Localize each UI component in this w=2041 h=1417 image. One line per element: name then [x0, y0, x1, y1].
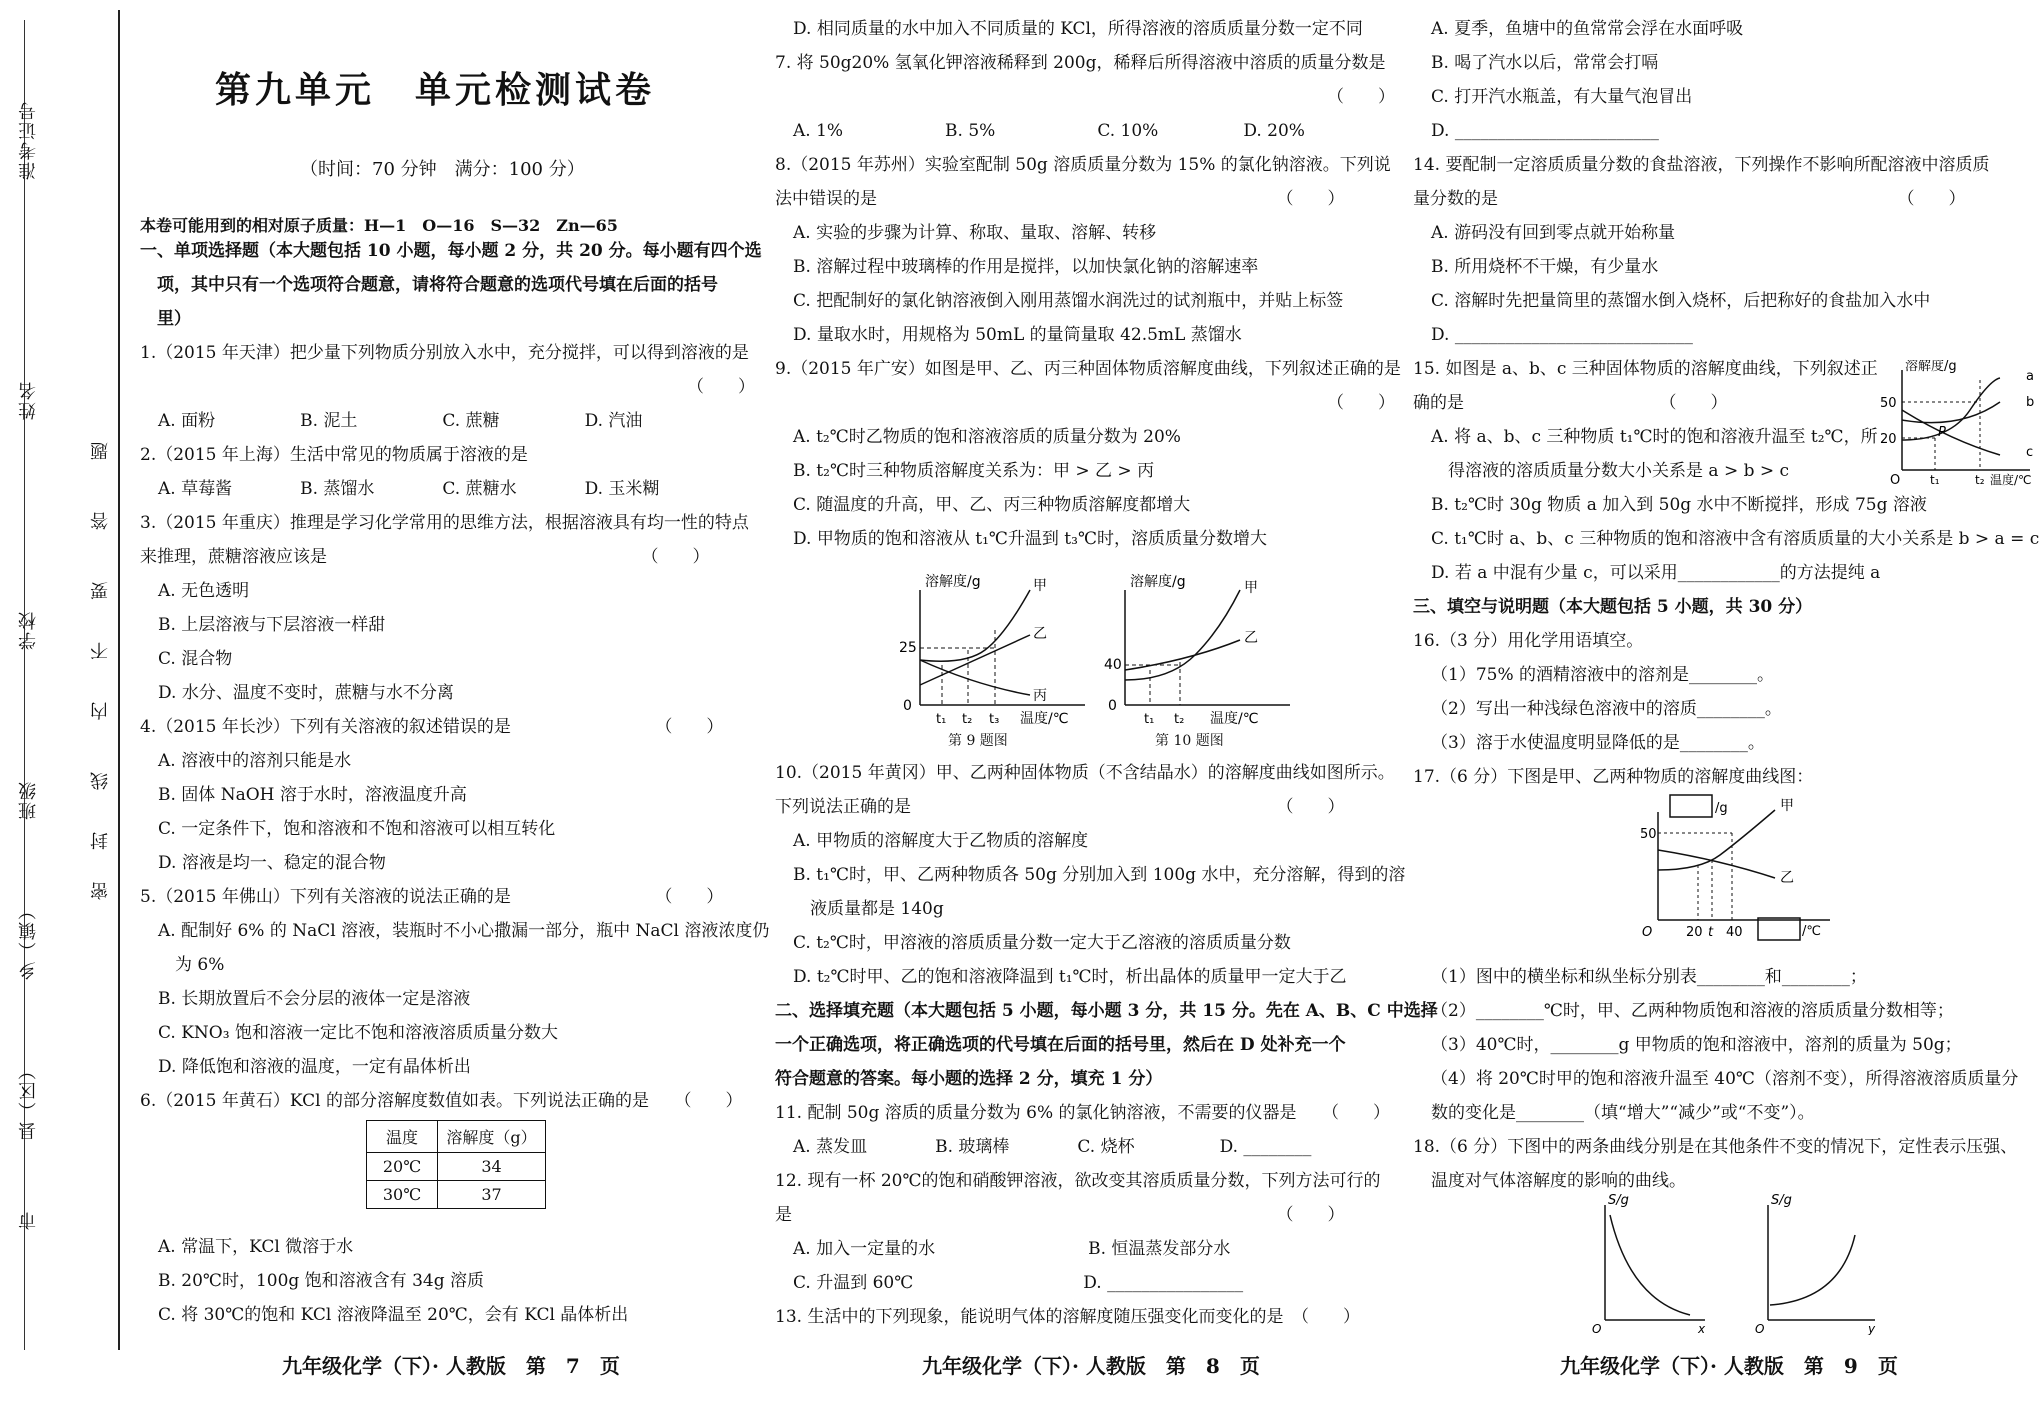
- seal-line-char: 题: [90, 440, 111, 460]
- origin-label: O: [1592, 1322, 1602, 1335]
- origin-label: O: [1755, 1322, 1765, 1335]
- question-line: D. ____________________________: [1431, 325, 1693, 345]
- question-line: 下列说法正确的是 （ ）: [775, 797, 1345, 817]
- y-tick-label: 20: [1880, 432, 1897, 447]
- question-line: D. 水分、温度不变时，蔗糖与水不分离: [158, 683, 454, 703]
- x-tick-label: t₁: [1930, 473, 1940, 487]
- question-line: A. 常温下，KCl 微溶于水: [158, 1237, 354, 1257]
- series-label-b: b: [2026, 395, 2035, 410]
- seal-line-char: 不: [90, 640, 111, 660]
- question-line: C. 混合物: [158, 649, 233, 669]
- question-line: 法中错误的是 （ ）: [775, 189, 1345, 209]
- question-line: （ ）: [1327, 393, 1395, 413]
- question-line: 3.（2015 年重庆）推理是学习化学常用的思维方法，根据溶液具有均一性的特点: [140, 513, 749, 533]
- question-line: 1.（2015 年天津）把少量下列物质分别放入水中，充分搅拌，可以得到溶液的是: [140, 343, 749, 363]
- x-axis-label: x: [1698, 1322, 1706, 1335]
- figure-q17: [1640, 790, 1850, 950]
- figure-caption-q10: 第 10 题图: [1155, 733, 1224, 749]
- origin-label: 0: [1108, 698, 1117, 714]
- exam-duration: （时间：70 分钟 满分：100 分）: [300, 159, 585, 180]
- question-line: （4）将 20℃时甲的饱和溶液升温至 40℃（溶剂不变），所得溶液溶质质量分: [1431, 1069, 2019, 1089]
- page-title: 第九单元 单元检测试卷: [215, 69, 656, 111]
- table-header-cell: 溶解度（g）: [438, 1121, 546, 1153]
- question-line: 18.（6 分）下图中的两条曲线分别是在其他条件不变的情况下，定性表示压强、: [1413, 1137, 2018, 1157]
- sidebar-field-label: 班级: [18, 780, 39, 820]
- origin-label: 0: [903, 698, 912, 714]
- question-line: C. t₁℃时 a、b、c 三种物质的饱和溶液中含有溶质质量的大小关系是 b > a = c: [1431, 529, 2040, 549]
- question-line: A. 面粉 B. 泥土 C. 蔗糖 D. 汽油: [158, 411, 643, 431]
- y-tick-label: 50: [1880, 396, 1897, 411]
- y-axis-label: S/g: [1771, 1193, 1792, 1208]
- origin-label: O: [1890, 473, 1901, 488]
- seal-line-char: 答: [90, 510, 111, 530]
- question-line: （2）________℃时，甲、乙两种物质饱和溶液的溶质质量分数相等；: [1431, 1001, 1954, 1021]
- seal-line-char: 要: [90, 580, 111, 600]
- series-label-jia: 甲: [1244, 580, 1258, 596]
- section-heading: 里）: [140, 309, 191, 329]
- question-line: （ ）: [1327, 87, 1395, 107]
- question-line: 液质量都是 140g: [793, 899, 944, 919]
- question-line: B. 20℃时，100g 饱和溶液含有 34g 溶质: [158, 1271, 485, 1291]
- question-line: B. t₂℃时三种物质溶解度关系为：甲 > 乙 > 丙: [793, 461, 1155, 481]
- question-line: A. 实验的步骤为计算、称取、量取、溶解、转移: [793, 223, 1157, 243]
- x-tick-label: t₁: [936, 712, 947, 727]
- question-line: 15. 如图是 a、b、c 三种固体物质的溶解度曲线，下列叙述正: [1413, 359, 1878, 379]
- question-line: 数的变化是________（填“增大”“减少”或“不变”）。: [1431, 1103, 1815, 1123]
- y-unit-label: /g: [1715, 801, 1728, 816]
- y-tick-label: 40: [1104, 657, 1122, 673]
- seal-line-char: 线: [90, 770, 111, 790]
- table-header-row: [367, 1121, 546, 1153]
- question-line: B. 上层溶液与下层溶液一样甜: [158, 615, 386, 635]
- question-line: C. t₂℃时，甲溶液的溶质质量分数一定大于乙溶液的溶质质量分数: [793, 933, 1291, 953]
- page-footer-7: 九年级化学（下）· 人教版 第 7 页: [282, 1354, 620, 1378]
- sidebar-field-label: 姓名: [18, 380, 39, 420]
- y-axis-label: 溶解度/g: [925, 574, 981, 590]
- question-line: 9.（2015 年广安）如图是甲、乙、丙三种固体物质溶解度曲线，下列叙述正确的是: [775, 359, 1401, 379]
- kcl-solubility-table: [366, 1120, 546, 1209]
- curve-a: [1902, 378, 2000, 440]
- question-line: （3）溶于水使温度明显降低的是________。: [1431, 733, 1765, 753]
- x-axis-blank-box: [1758, 918, 1800, 940]
- x-tick-label: 40: [1726, 925, 1743, 940]
- temperature-curve: [1770, 1235, 1855, 1305]
- sidebar-line: [24, 20, 25, 1350]
- y-tick-label: 50: [1640, 827, 1657, 842]
- question-line: A. 配制好 6% 的 NaCl 溶液，装瓶时不小心撒漏一部分，瓶中 NaCl 溶液浓度仍: [158, 921, 770, 941]
- question-line: （1）图中的横坐标和纵坐标分别表________和________；: [1431, 967, 1867, 987]
- question-line: 7. 将 50g20% 氢氧化钾溶液稀释到 200g，稀释后所得溶液中溶质的质量分数是: [775, 53, 1386, 73]
- binding-line: [118, 10, 120, 1350]
- question-line: 10.（2015 年黄冈）甲、乙两种固体物质（不含结晶水）的溶解度曲线如图所示。: [775, 763, 1395, 783]
- question-line: A. 将 a、b、c 三种物质 t₁℃时的饱和溶液升温至 t₂℃，所: [1431, 427, 1878, 447]
- question-line: C. 升温到 60℃ D. ________________: [793, 1273, 1244, 1293]
- x-tick-label: 20: [1686, 925, 1703, 940]
- sidebar-field-label: 准考证号: [18, 100, 39, 180]
- table-header-cell: 温度: [367, 1121, 438, 1153]
- question-line: B. 溶解过程中玻璃棒的作用是搅拌，以加快氯化钠的溶解速率: [793, 257, 1259, 277]
- question-line: 温度对气体溶解度的影响的曲线。: [1431, 1171, 1686, 1191]
- table-row: [367, 1181, 546, 1209]
- x-tick-label: t₃: [989, 712, 1000, 727]
- question-line: A. 蒸发皿 B. 玻璃棒 C. 烧杯 D. ________: [793, 1137, 1312, 1157]
- question-line: D. 若 a 中混有少量 c，可以采用____________的方法提纯 a: [1431, 563, 1881, 583]
- question-line: B. 喝了汽水以后，常常会打嗝: [1431, 53, 1659, 73]
- question-line: D. 溶液是均一、稳定的混合物: [158, 853, 386, 873]
- question-line: 16.（3 分）用化学用语填空。: [1413, 631, 1644, 651]
- table-cell: 30℃: [367, 1181, 438, 1209]
- series-label-a: a: [2026, 369, 2034, 384]
- table-row: [367, 1153, 546, 1181]
- pressure-curve: [1610, 1215, 1690, 1315]
- question-line: A. 草莓酱 B. 蒸馏水 C. 蔗糖水 D. 玉米糊: [158, 479, 660, 499]
- question-line: 为 6%: [158, 955, 225, 975]
- question-line: D. ________________________: [1431, 121, 1659, 141]
- series-label-jia: 甲: [1033, 578, 1047, 594]
- question-line: C. 打开汽水瓶盖，有大量气泡冒出: [1431, 87, 1693, 107]
- x-axis-label: 温度/℃: [1210, 711, 1259, 727]
- x-tick-label: t₂: [1174, 712, 1185, 727]
- question-line: 量分数的是 （ ）: [1413, 189, 1966, 209]
- curve-yi: [1658, 850, 1775, 878]
- question-line: C. 把配制好的氯化钠溶液倒入刚用蒸馏水润洗过的试剂瓶中，并贴上标签: [793, 291, 1344, 311]
- x-tick-label: t₂: [1975, 473, 1985, 487]
- figure-caption-q9: 第 9 题图: [948, 733, 1008, 749]
- page-footer-8: 九年级化学（下）· 人教版 第 8 页: [922, 1354, 1260, 1378]
- x-axis-label: y: [1868, 1322, 1876, 1335]
- x-axis-label: 温度/℃: [1990, 473, 2032, 487]
- question-line: A. 1% B. 5% C. 10% D. 20%: [793, 121, 1305, 141]
- origin-label: O: [1642, 925, 1653, 940]
- question-line: 17.（6 分）下图是甲、乙两种物质的溶解度曲线图：: [1413, 767, 1814, 787]
- figure-q18: [1580, 1190, 1910, 1335]
- question-line: A. 甲物质的溶解度大于乙物质的溶解度: [793, 831, 1089, 851]
- question-line: （1）75% 的酒精溶液中的溶剂是________。: [1431, 665, 1775, 685]
- question-line: B. t₁℃时，甲、乙两种物质各 50g 分别加入到 100g 水中，充分溶解，得到的溶: [793, 865, 1406, 885]
- y-axis-label: S/g: [1608, 1193, 1629, 1208]
- question-line: C. KNO₃ 饱和溶液一定比不饱和溶液溶质质量分数大: [158, 1023, 558, 1043]
- x-tick-label: t: [1708, 925, 1714, 940]
- atomic-mass-note: 本卷可能用到的相对原子质量：H—1 O—16 S—32 Zn—65: [140, 216, 618, 235]
- seal-line-char: 内: [90, 700, 111, 720]
- question-line: B. t₂℃时 30g 物质 a 加入到 50g 水中不断搅拌，形成 75g 溶液: [1431, 495, 1927, 515]
- sidebar-field-label: 县（区）: [18, 1060, 39, 1140]
- question-line: A. 溶液中的溶剂只能是水: [158, 751, 352, 771]
- question-line: 2.（2015 年上海）生活中常见的物质属于溶液的是: [140, 445, 528, 465]
- question-line: A. 夏季，鱼塘中的鱼常常会浮在水面呼吸: [1431, 19, 1744, 39]
- x-unit-label: /℃: [1802, 924, 1821, 939]
- curve-yi: [920, 635, 1030, 685]
- y-axis-label: 溶解度/g: [1130, 574, 1186, 590]
- table-cell: 34: [438, 1153, 546, 1181]
- series-label-c: c: [2026, 445, 2034, 460]
- table-cell: 20℃: [367, 1153, 438, 1181]
- question-line: （3）40℃时，________g 甲物质的饱和溶液中，溶剂的质量为 50g；: [1431, 1035, 1962, 1055]
- curve-jia: [920, 590, 1030, 661]
- question-line: 6.（2015 年黄石）KCl 的部分溶解度数值如表。下列说法正确的是 （ ）: [140, 1091, 743, 1111]
- y-axis-label: 溶解度/g: [1905, 360, 1957, 374]
- section-heading: 符合题意的答案。每小题的选择 2 分，填充 1 分）: [775, 1069, 1163, 1089]
- question-line: 13. 生活中的下列现象，能说明气体的溶解度随压强变化而变化的是 （ ）: [775, 1307, 1360, 1327]
- question-line: D. 相同质量的水中加入不同质量的 KCl，所得溶液的溶质质量分数一定不同: [793, 19, 1363, 39]
- page-footer-9: 九年级化学（下）· 人教版 第 9 页: [1560, 1354, 1898, 1378]
- y-tick-label: 25: [899, 640, 917, 656]
- table-cell: 37: [438, 1181, 546, 1209]
- sidebar-field-label: 市: [18, 1210, 39, 1230]
- sidebar-field-label: 学校: [18, 610, 39, 650]
- figure-q10: [1100, 570, 1300, 730]
- figure-q15: [1880, 360, 2038, 492]
- section-heading: 三、填空与说明题（本大题包括 5 小题，共 30 分）: [1413, 597, 1813, 617]
- question-line: A. t₂℃时乙物质的饱和溶液溶质的质量分数为 20%: [793, 427, 1181, 447]
- figure-q9: [895, 570, 1090, 730]
- x-tick-label: t₁: [1144, 712, 1155, 727]
- question-line: D. 甲物质的饱和溶液从 t₁℃升温到 t₃℃时，溶质质量分数增大: [793, 529, 1267, 549]
- question-line: 8.（2015 年苏州）实验室配制 50g 溶质质量分数为 15% 的氯化钠溶液。下列说: [775, 155, 1391, 175]
- question-line: 得溶液的溶质质量分数大小关系是 a > b > c: [1431, 461, 1790, 481]
- question-line: （ ）: [687, 377, 755, 397]
- x-tick-label: t₂: [962, 712, 973, 727]
- question-line: 12. 现有一杯 20℃的饱和硝酸钾溶液，欲改变其溶质质量分数，下列方法可行的: [775, 1171, 1381, 1191]
- question-line: A. 游码没有回到零点就开始称量: [1431, 223, 1676, 243]
- series-label-jia: 甲: [1780, 798, 1794, 814]
- x-axis-label: 温度/℃: [1020, 711, 1069, 727]
- curve-c: [1902, 410, 2000, 455]
- series-label-yi: 乙: [1033, 626, 1047, 642]
- question-line: D. 量取水时，用规格为 50mL 的量筒量取 42.5mL 蒸馏水: [793, 325, 1242, 345]
- question-line: D. 降低饱和溶液的温度，一定有晶体析出: [158, 1057, 471, 1077]
- question-line: A. 加入一定量的水 B. 恒温蒸发部分水: [793, 1239, 1231, 1259]
- question-line: 14. 要配制一定溶质质量分数的食盐溶液，下列操作不影响所配溶液中溶质质: [1413, 155, 1990, 175]
- question-line: B. 固体 NaOH 溶于水时，溶液温度升高: [158, 785, 467, 805]
- section-heading: 一个正确选项，将正确选项的代号填在后面的括号里，然后在 D 处补充一个: [775, 1035, 1346, 1055]
- question-line: C. 溶解时先把量筒里的蒸馏水倒入烧杯，后把称好的食盐加入水中: [1431, 291, 1931, 311]
- seal-line-char: 密: [90, 880, 111, 900]
- y-axis-blank-box: [1670, 795, 1712, 817]
- question-line: 来推理，蔗糖溶液应该是 （ ）: [140, 547, 710, 567]
- series-label-bing: 丙: [1033, 688, 1047, 704]
- question-line: B. 所用烧杯不干燥，有少量水: [1431, 257, 1659, 277]
- question-line: C. 将 30℃的饱和 KCl 溶液降温至 20℃，会有 KCl 晶体析出: [158, 1305, 629, 1325]
- question-line: C. 随温度的升高，甲、乙、丙三种物质溶解度都增大: [793, 495, 1191, 515]
- seal-line-char: 封: [90, 830, 111, 850]
- question-line: 5.（2015 年佛山）下列有关溶液的说法正确的是 （ ）: [140, 887, 724, 907]
- question-line: （2）写出一种浅绿色溶液中的溶质________。: [1431, 699, 1782, 719]
- series-label-yi: 乙: [1780, 870, 1794, 886]
- question-line: 确的是 （ ）: [1413, 393, 1728, 413]
- section-heading: 一、单项选择题（本大题包括 10 小题，每小题 2 分，共 20 分。每小题有四个选: [140, 241, 762, 261]
- question-line: 4.（2015 年长沙）下列有关溶液的叙述错误的是 （ ）: [140, 717, 724, 737]
- question-line: B. 长期放置后不会分层的液体一定是溶液: [158, 989, 471, 1009]
- question-line: D. t₂℃时甲、乙的饱和溶液降温到 t₁℃时，析出晶体的质量甲一定大于乙: [793, 967, 1347, 987]
- sidebar-field-label: 乡（镇）: [18, 900, 39, 980]
- question-line: C. 一定条件下，饱和溶液和不饱和溶液可以相互转化: [158, 819, 556, 839]
- section-heading: 二、选择填充题（本大题包括 5 小题，每小题 3 分，共 15 分。先在 A、B、C 中选择: [775, 1001, 1438, 1021]
- question-line: 11. 配制 50g 溶质的质量分数为 6% 的氯化钠溶液，不需要的仪器是 （ ）: [775, 1103, 1391, 1123]
- point-label: P: [1938, 425, 1946, 440]
- series-label-yi: 乙: [1244, 630, 1258, 646]
- question-line: 是 （ ）: [775, 1205, 1345, 1225]
- question-line: A. 无色透明: [158, 581, 250, 601]
- section-heading: 项，其中只有一个选项符合题意，请将符合题意的选项代号填在后面的括号: [140, 275, 718, 295]
